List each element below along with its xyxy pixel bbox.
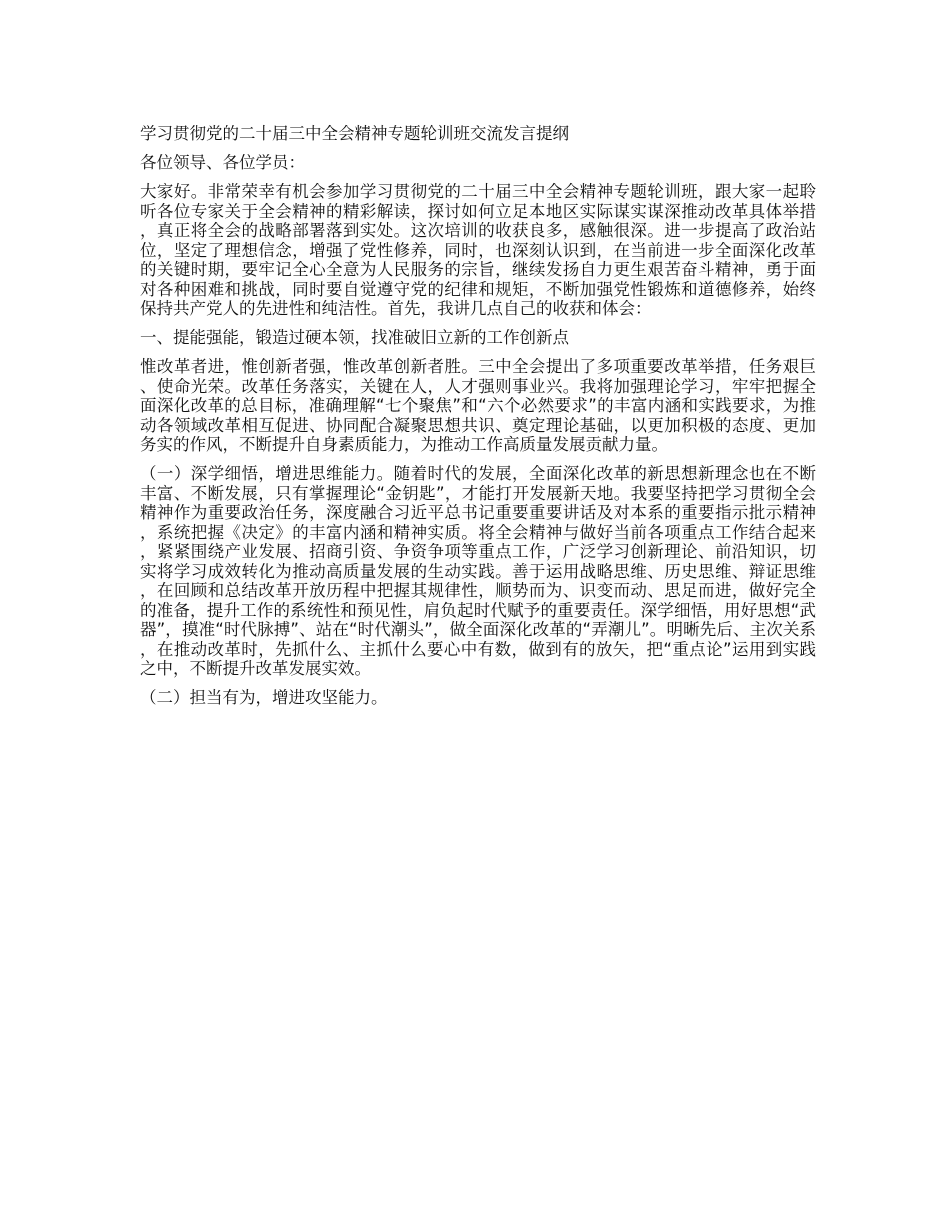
salutation: 各位领导、各位学员： — [140, 153, 305, 172]
paragraph-section-1: 惟改革者进，惟创新者强，惟改革创新者胜。三中全会提出了多项重要改革举措，任务艰巨、使命光荣。改革任务落实，关键在人，人才强则事业兴。我将加强理论学习，牢牢把握全面深化改革的总目标，准确理解“七个聚焦”和“六个必然要求”的丰富内涵和实践要求，为推动各领域改革相互促进、协同配合凝聚思想共识、奠定理论基础，以更加积极的态度、更加务实的作风，不断提升自身素质能力，为推动工作高质量发展贡献力量。 — [140, 357, 816, 454]
section-heading-1: 一、提能强能，锻造过硬本领，找准破旧立新的工作创新点 — [140, 328, 569, 347]
paragraph-subsection-1: （一）深学细悟，增进思维能力。随着时代的发展，全面深化改革的新思想新理念也在不断丰富、不断发展，只有掌握理论“金钥匙”，才能打开发展新天地。我要坚持把学习贯彻全会精神作为重要政治任务，深度融合习近平总书记重要重要讲话及对本系的重要指示批示精神，系统把握《决定》的丰富内涵和精神实质。将全会精神与做好当前各项重点工作结合起来，紧紧围绕产业发展、招商引资、争资争项等重点工作，广泛学习创新理论、前沿知识，切实将学习成效转化为推动高质量发展的生动实践。善于运用战略思维、历史思维、辩证思维，在回顾和总结改革开放历程中把握其规律性，顺势而为、识变而动、思足而进，做好完全的准备，提升工作的系统性和预见性，肩负起时代赋予的重要责任。深学细悟，用好思想“武器”，摸准“时代脉搏”、站在“时代潮头”，做全面深化改革的“弄潮儿”。明晰先后、主次关系，在推动改革时，先抓什么、主抓什么要心中有数，做到有的放矢，把“重点论”运用到实践之中，不断提升改革发展实效。 — [140, 464, 816, 678]
subsection-heading-2: （二）担当有为，增进攻坚能力。 — [140, 688, 388, 707]
paragraph-intro: 大家好。非常荣幸有机会参加学习贯彻党的二十届三中全会精神专题轮训班，跟大家一起聆听各位专家关于全会精神的精彩解读，探讨如何立足本地区实际谋实谋深推动改革具体举措，真正将全会的战略部署落到实处。这次培训的收获良多，感触很深。进一步提高了政治站位，坚定了理想信念，增强了党性修养，同时，也深刻认识到，在当前进一步全面深化改革的关键时期，要牢记全心全意为人民服务的宗旨，继续发扬自力更生艰苦奋斗精神，勇于面对各种困难和挑战，同时要自觉遵守党的纪律和规矩，不断加强党性锻炼和道德修养，始终保持共产党人的先进性和纯洁性。首先，我讲几点自己的收获和体会： — [140, 182, 816, 318]
document-title: 学习贯彻党的二十届三中全会精神专题轮训班交流发言提纲 — [140, 124, 569, 143]
document-page — [140, 124, 816, 717]
